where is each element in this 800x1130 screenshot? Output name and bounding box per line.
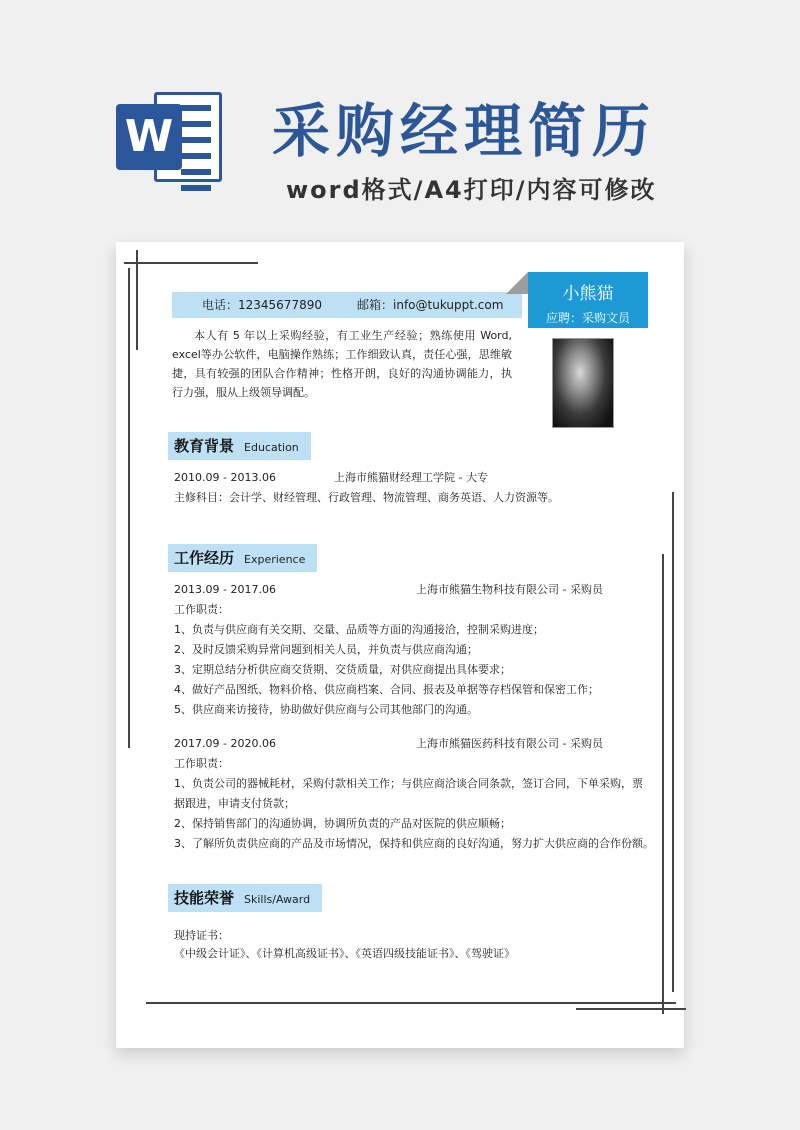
frame-line	[128, 268, 130, 748]
ribbon-fold	[506, 272, 528, 294]
section-title: 工作经历	[174, 549, 235, 567]
section-education	[168, 432, 311, 460]
job-duties	[174, 600, 644, 720]
job-period: 2013.09 - 2017.06	[174, 583, 276, 596]
page-title: 采购经理简历	[272, 97, 657, 165]
section-title: 教育背景	[174, 437, 235, 455]
certificates-label: 现持证书：	[174, 929, 229, 942]
phone-number: 电话：12345677890	[202, 298, 322, 312]
section-skills	[168, 884, 322, 912]
job-duties	[174, 754, 654, 854]
job-company: 上海市熊猫生物科技有限公司 - 采购员	[416, 583, 603, 596]
education-courses: 主修科目：会计学、财经管理、行政管理、物流管理、商务英语、人力资源等。	[174, 491, 559, 504]
job-company: 上海市熊猫医药科技有限公司 - 采购员	[416, 737, 603, 750]
word-document-icon	[116, 86, 226, 188]
duty-item: 2、保持销售部门的沟通协调，协调所负责的产品对医院的供应顺畅；	[174, 817, 511, 830]
frame-line	[136, 250, 138, 350]
section-subtitle: Education	[244, 441, 299, 454]
candidate-name: 小熊猫	[562, 284, 614, 304]
contact-bar	[172, 292, 522, 318]
duty-item: 5、供应商来访接待，协助做好供应商与公司其他部门的沟通。	[174, 703, 478, 716]
frame-line	[576, 1008, 686, 1010]
education-school: 上海市熊猫财经理工学院 - 大专	[334, 471, 488, 484]
word-logo-letter: W	[116, 104, 182, 170]
education-period: 2010.09 - 2013.06	[174, 471, 276, 484]
portrait-photo	[552, 338, 614, 428]
email-address: 邮箱：info@tukuppt.com	[357, 298, 504, 312]
frame-line	[672, 492, 674, 992]
duty-item: 3、了解所负责供应商的产品及市场情况，保持和供应商的良好沟通，努力扩大供应商的合作份额。	[174, 837, 654, 850]
frame-line	[124, 262, 258, 264]
duty-item: 1、负责与供应商有关交期、交量、品质等方面的沟通接洽，控制采购进度；	[174, 623, 544, 636]
certificates-list: 《中级会计证》、《计算机高级证书》、《英语四级技能证书》、《驾驶证》	[174, 947, 515, 960]
duty-item: 4、做好产品图纸、物料价格、供应商档案、合同、报表及单据等存档保管和保密工作；	[174, 683, 599, 696]
page-subtitle: word格式/A4打印/内容可修改	[286, 176, 657, 204]
section-title: 技能荣誉	[174, 889, 235, 907]
job-period: 2017.09 - 2020.06	[174, 737, 276, 750]
duty-label: 工作职责：	[174, 603, 229, 616]
frame-line	[662, 554, 664, 1014]
self-introduction: 本人有 5 年以上采购经验，有工业生产经验；熟练使用 Word, excel等办公软件，电脑操作熟练；工作细致认真，责任心强，思维敏捷，具有较强的团队合作精神；性格开朗，良好的沟通协调能力，执行力强，服从上级领导调配。	[172, 329, 512, 399]
applied-role: 应聘：采购文员	[545, 311, 630, 325]
section-subtitle: Experience	[244, 553, 306, 566]
section-subtitle: Skills/Award	[244, 893, 311, 906]
duty-item: 1、负责公司的器械耗材，采购付款相关工作；与供应商洽谈合同条款，签订合同，下单采购，票据跟进，申请支付货款；	[174, 777, 643, 810]
duty-label: 工作职责：	[174, 757, 229, 770]
duty-item: 3、定期总结分析供应商交货期、交货质量，对供应商提出具体要求；	[174, 663, 511, 676]
resume-sheet	[116, 242, 684, 1048]
frame-line	[146, 1002, 676, 1004]
section-experience	[168, 544, 317, 572]
name-badge	[528, 272, 648, 328]
banner-header	[0, 0, 800, 240]
duty-item: 2、及时反馈采购异常问题到相关人员，并负责与供应商沟通；	[174, 643, 478, 656]
